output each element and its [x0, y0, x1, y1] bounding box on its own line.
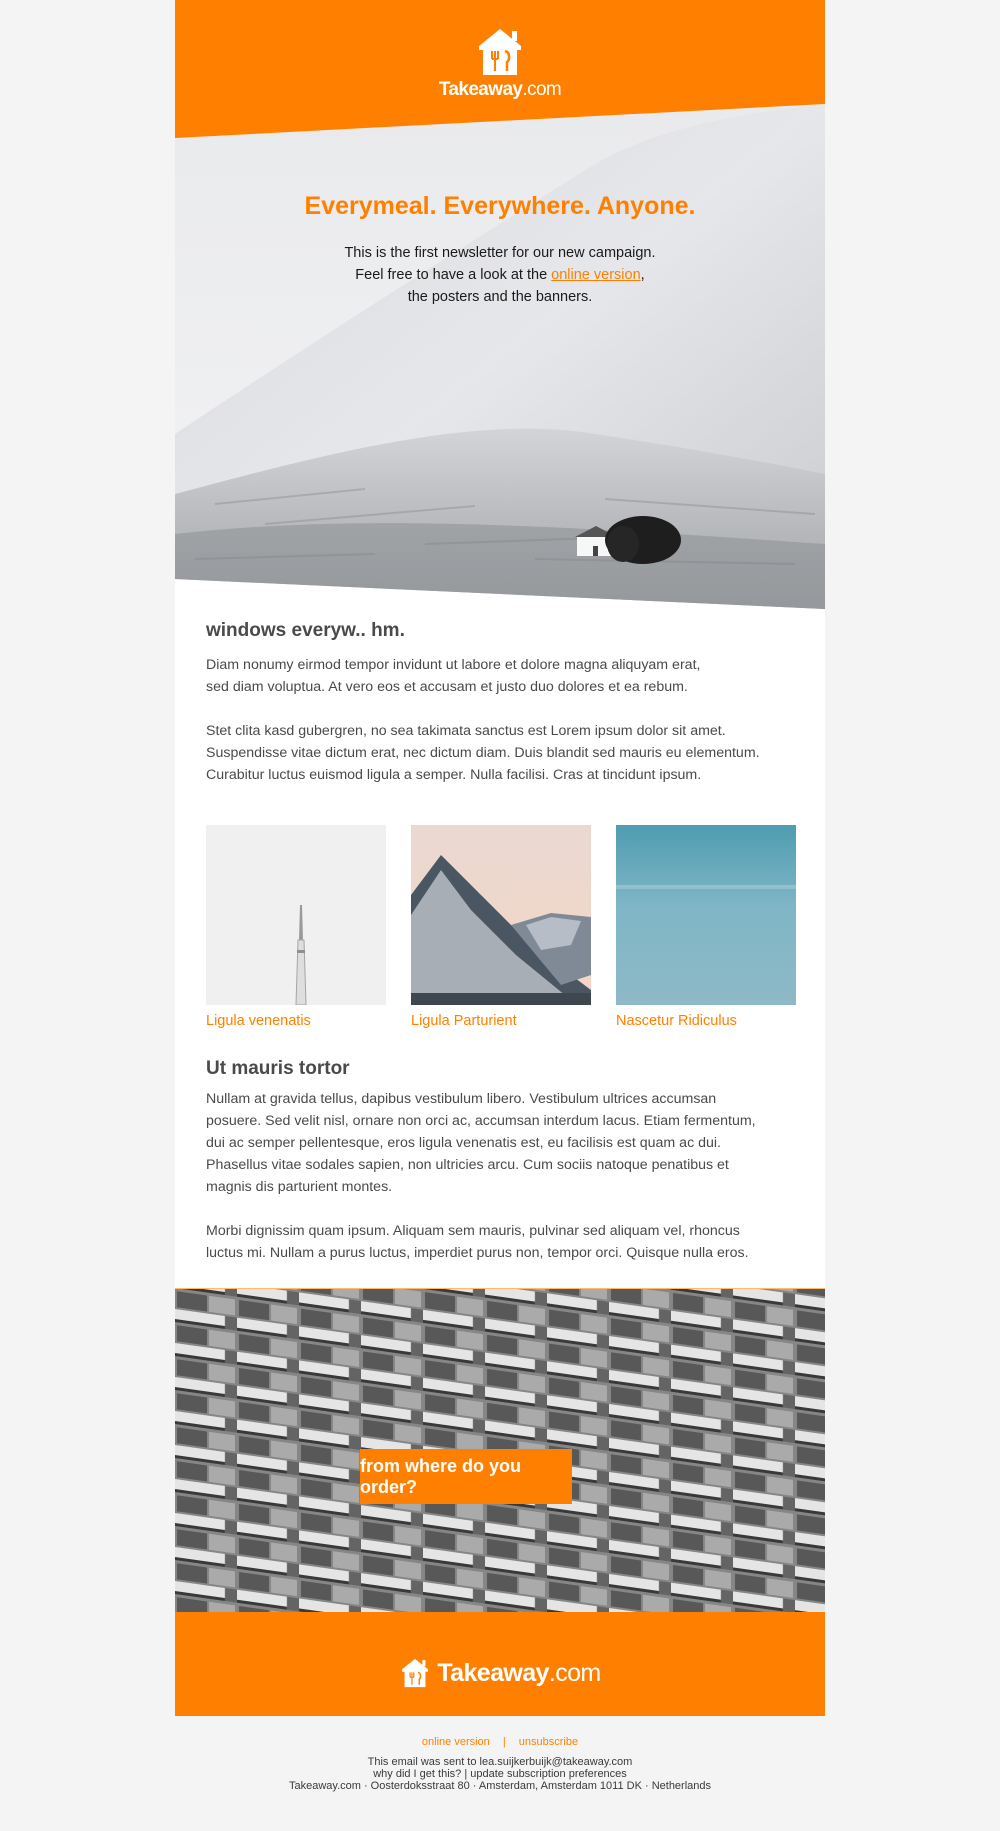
footer-info — [0, 1756, 1000, 1792]
section-2-title: Ut mauris tortor — [206, 1058, 350, 1079]
thumbnail-card-2[interactable] — [411, 825, 591, 1029]
house-with-cutlery-icon — [474, 26, 526, 78]
hero-snow-mountain-image — [175, 104, 825, 614]
hero-line-2-suffix: , — [640, 267, 645, 283]
thumbnail-row — [206, 825, 796, 1035]
email-body — [175, 0, 825, 1716]
tower-in-fog-image — [206, 825, 386, 1005]
thumbnail-caption-2[interactable]: Ligula Parturient — [411, 1013, 517, 1029]
footer-logo-wordmark: Takeaway.com — [437, 1659, 601, 1687]
section-2-paragraph-2: Morbi dignissim quam ipsum. Aliquam sem mauris, pulvinar sed aliquam vel, rhoncus luctus mi. Nullam a purus luctus, imperdiet purus non, tempor orci. Quisque nulla eros. — [206, 1223, 749, 1261]
section-2-paragraph-1: Nullam at gravida tellus, dapibus vestibulum libero. Vestibulum ultrices accumsan posuere. Sed velit nisl, ornare non orci ac, accumsan interdum lacus. Etiam fermentum, dui ac semper pellentesque, eros ligula venenatis est, eu facilisis est quam ac dui. Phasellus vitae sodales sapien, non ultricies arcu. Cum sociis natoque penatibus et magnis dis parturient montes. — [206, 1091, 756, 1195]
company-address: Takeaway.com · Oosterdoksstraat 80 · Amsterdam, Amsterdam 1011 DK · Netherlands — [288, 1780, 712, 1792]
hero-section — [175, 104, 825, 614]
unsubscribe-link[interactable]: unsubscribe — [518, 1736, 579, 1748]
footer-logo[interactable] — [175, 1657, 825, 1689]
thumbnail-caption-1[interactable]: Ligula venenatis — [206, 1013, 311, 1029]
section-windows — [206, 620, 796, 786]
order-cta-button[interactable]: from where do you order? — [360, 1449, 572, 1504]
thumbnail-card-1[interactable] — [206, 825, 386, 1029]
thumbnail-caption-3[interactable]: Nascetur Ridiculus — [616, 1013, 737, 1029]
hero-line-2-prefix: Feel free to have a look at the — [355, 267, 552, 283]
update-preferences-link[interactable]: update subscription preferences — [470, 1768, 627, 1780]
hero-intro — [175, 242, 825, 308]
footer-preferences-line — [0, 1768, 1000, 1780]
section-1-paragraph-1: Diam nonumy eirmod tempor invidunt ut labore et dolore magna aliquyam erat, sed diam voluptua. At vero eos et accusam et justo duo dolores et ea rebum. — [206, 657, 701, 695]
footer-links — [0, 1736, 1000, 1748]
snowy-mountains-image — [411, 825, 591, 1005]
footer-slant-overlay — [175, 1612, 825, 1646]
sent-to-text: This email was sent to lea.suijkerbuijk@takeaway.com — [367, 1756, 633, 1768]
section-ut-mauris — [206, 1058, 796, 1264]
section-1-paragraph-2: Stet clita kasd gubergren, no sea takimata sanctus est Lorem ipsum dolor sit amet. Suspendisse vitae dictum erat, nec dictum diam. Duis blandit sed mauris eu elementum. Curabitur luctus euismod ligula a semper. Nulla facilisi. Cras at tincidunt ipsum. — [206, 723, 760, 783]
thumbnail-card-3[interactable] — [616, 825, 796, 1029]
footer-online-version-link[interactable]: online version — [421, 1736, 490, 1748]
footer-pipe: | — [464, 1768, 468, 1780]
section-1-title: windows everyw.. hm. — [206, 620, 405, 641]
hero-title: Everymeal. Everywhere. Anyone. — [304, 192, 696, 220]
hero-line-1: This is the first newsletter for our new campaign. — [344, 245, 656, 261]
footer-link-separator: | — [502, 1736, 506, 1748]
house-with-cutlery-icon — [399, 1657, 431, 1689]
why-did-i-get-this-link[interactable]: why did I get this? — [373, 1768, 462, 1780]
online-version-link[interactable]: online version — [551, 267, 641, 283]
logo-wordmark: Takeaway.com — [438, 79, 562, 100]
header-logo[interactable] — [175, 26, 825, 100]
hero-line-3: the posters and the banners. — [407, 289, 593, 305]
calm-sea-image — [616, 825, 796, 1005]
